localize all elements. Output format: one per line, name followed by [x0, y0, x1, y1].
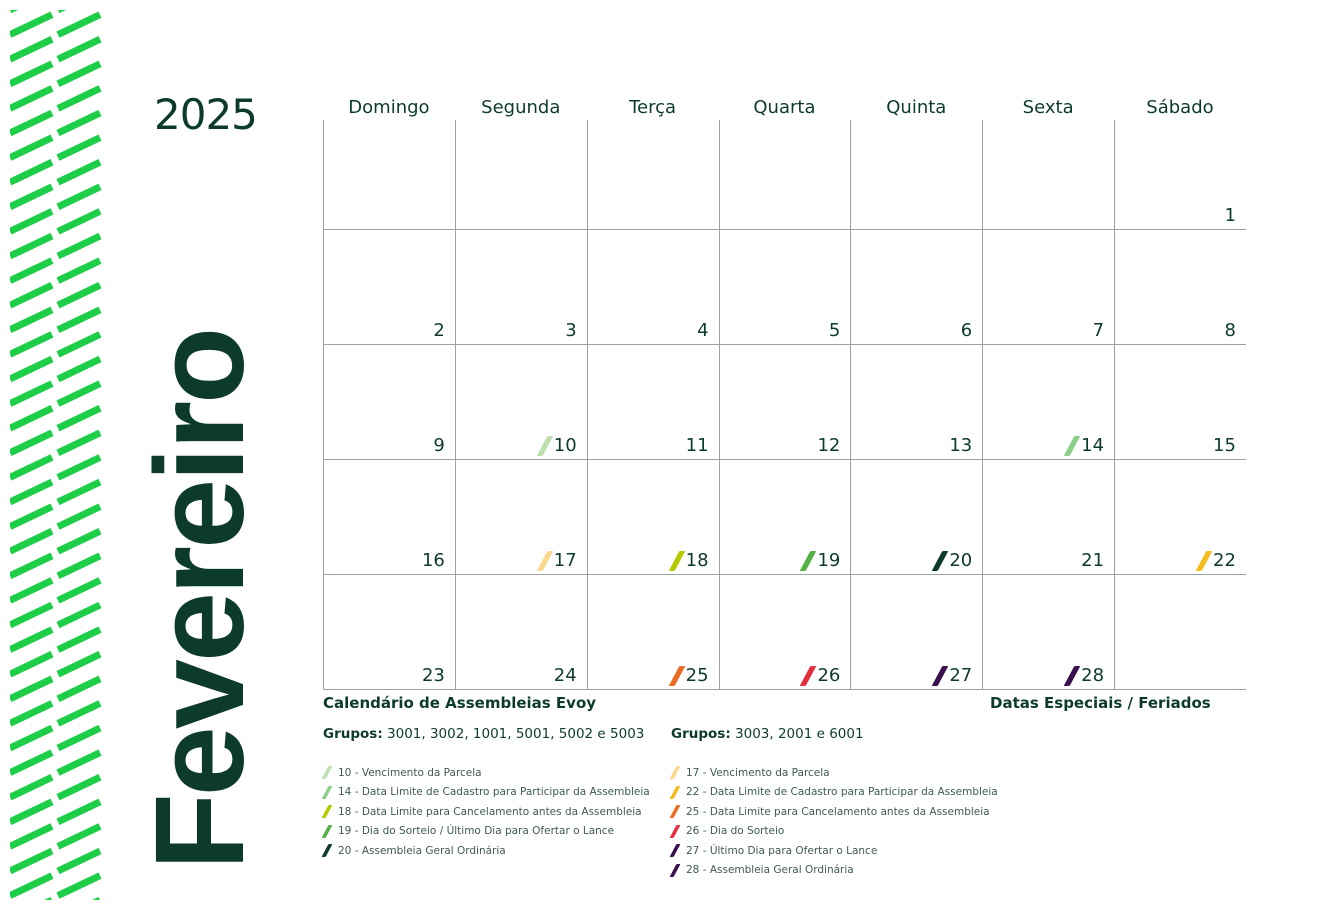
calendar-grid	[323, 120, 1246, 690]
calendar	[323, 97, 1246, 690]
day-number	[1069, 665, 1104, 686]
legend-title-assemblies: Calendário de Assembleias Evoy	[323, 694, 597, 712]
chevron-stroke	[58, 261, 100, 281]
chevron-stroke	[10, 162, 52, 182]
day-number-text: 6	[960, 320, 973, 341]
day-number	[1069, 435, 1104, 456]
chevron-stroke	[58, 15, 100, 35]
weekday-wednesday: Quarta	[753, 97, 816, 118]
calendar-day-cell	[323, 120, 455, 229]
day-number-text: 12	[817, 435, 841, 456]
day-number	[433, 435, 444, 456]
legend-marker-icon	[322, 766, 333, 779]
legend-marker-icon	[322, 825, 333, 838]
legend-marker-icon	[322, 786, 333, 799]
legend-item-text: 26 - Dia do Sorteio	[686, 825, 785, 838]
calendar-day-cell	[982, 230, 1114, 344]
legend-title-holidays: Datas Especiais / Feriados	[990, 694, 1211, 712]
day-number	[433, 320, 444, 341]
day-number-text: 17	[553, 550, 577, 571]
day-number	[1224, 205, 1235, 226]
legend-item-text: 14 - Data Limite de Cadastro para Participar da Assembleia	[338, 786, 650, 799]
chevron-stroke	[10, 753, 52, 773]
day-number-text: 27	[949, 665, 973, 686]
chevron-stroke	[10, 433, 52, 453]
legend-item	[323, 822, 650, 842]
calendar-day-cell	[455, 120, 587, 229]
calendar-day-cell	[719, 345, 851, 459]
calendar-day-cell	[587, 345, 719, 459]
day-number	[937, 550, 972, 571]
chevron-stroke	[10, 408, 52, 428]
chevron-stroke	[10, 580, 52, 600]
chevron-stroke	[10, 851, 52, 871]
day-number	[1093, 320, 1104, 341]
calendar-day-cell	[850, 460, 982, 574]
chevron-stroke	[58, 531, 100, 551]
event-marker-icon	[932, 666, 949, 686]
day-number	[1213, 435, 1236, 456]
weekday-thursday: Quinta	[886, 97, 947, 118]
chevron-stroke	[10, 630, 52, 650]
chevron-stroke	[10, 507, 52, 527]
calendar-day-cell	[455, 575, 587, 689]
chevron-stroke	[10, 679, 52, 699]
chevron-stroke	[10, 802, 52, 822]
day-number-text: 13	[949, 435, 973, 456]
chevron-stroke	[10, 310, 52, 330]
calendar-day-cell	[455, 460, 587, 574]
chevron-stroke	[58, 39, 100, 59]
day-number-text: 18	[685, 550, 709, 571]
groups-b	[671, 726, 864, 742]
chevron-stroke	[10, 39, 52, 59]
chevron-stroke	[58, 654, 100, 674]
calendar-day-cell	[982, 575, 1114, 689]
calendar-day-cell	[982, 345, 1114, 459]
day-number-text: 5	[828, 320, 841, 341]
chevron-stroke	[10, 876, 52, 896]
legend-item-text: 20 - Assembleia Geral Ordinária	[338, 844, 506, 857]
legend-item	[671, 763, 998, 783]
day-number	[542, 550, 577, 571]
chevron-stroke	[10, 113, 52, 133]
calendar-day-cell	[982, 120, 1114, 229]
legend-marker-icon	[670, 844, 681, 857]
legend-marker-icon	[670, 786, 681, 799]
calendar-day-cell	[323, 230, 455, 344]
legend-item-text: 22 - Data Limite de Cadastro para Participar da Assembleia	[686, 786, 998, 799]
legend-item-text: 28 - Assembleia Geral Ordinária	[686, 864, 854, 877]
day-number-text: 20	[949, 550, 973, 571]
calendar-week	[323, 120, 1246, 230]
day-number	[686, 435, 709, 456]
chevron-pattern	[10, 10, 102, 900]
calendar-day-cell	[719, 460, 851, 574]
day-number-text: 21	[1081, 550, 1105, 571]
groups-a-value: 3001, 3002, 1001, 5001, 5002 e 5003	[387, 726, 645, 742]
day-number-text: 10	[553, 435, 577, 456]
chevron-stroke	[10, 285, 52, 305]
calendar-day-cell	[323, 460, 455, 574]
day-number-text: 28	[1081, 665, 1105, 686]
day-number-text: 7	[1092, 320, 1105, 341]
groups-a	[323, 726, 644, 742]
legend-item	[323, 763, 650, 783]
chevron-stroke	[58, 334, 100, 354]
legend-item-text: 18 - Data Limite para Cancelamento antes da Assembleia	[338, 805, 642, 818]
event-marker-icon	[536, 436, 553, 456]
day-number-text: 11	[685, 435, 709, 456]
chevron-stroke	[10, 334, 52, 354]
legend-item-text: 19 - Dia do Sorteio / Último Dia para Ofertar o Lance	[338, 825, 615, 838]
chevron-stroke	[10, 654, 52, 674]
calendar-day-cell	[587, 120, 719, 229]
chevron-stroke	[58, 777, 100, 797]
legend-item-text: 10 - Vencimento da Parcela	[338, 766, 482, 779]
chevron-stroke	[58, 285, 100, 305]
calendar-day-cell	[587, 575, 719, 689]
legend-list-a	[323, 763, 650, 861]
day-number	[961, 320, 972, 341]
day-number-text: 24	[553, 665, 577, 686]
chevron-stroke	[10, 15, 52, 35]
event-marker-icon	[1064, 666, 1081, 686]
legend-item-text: 25 - Data Limite para Cancelamento antes da Assembleia	[686, 805, 990, 818]
groups-a-label: Grupos:	[323, 726, 383, 742]
calendar-week	[323, 460, 1246, 575]
calendar-day-cell	[1114, 230, 1246, 344]
chevron-stroke	[58, 703, 100, 723]
calendar-day-cell	[850, 120, 982, 229]
chevron-stroke	[58, 384, 100, 404]
decorative-chevron-band	[10, 10, 102, 900]
day-number	[949, 435, 972, 456]
chevron-stroke	[58, 457, 100, 477]
weekday-sunday: Domingo	[348, 97, 430, 118]
calendar-day-cell	[850, 575, 982, 689]
day-number-text: 4	[697, 320, 709, 341]
day-number	[829, 320, 840, 341]
legend-marker-icon	[670, 825, 681, 838]
legend-list-b	[671, 763, 998, 880]
chevron-stroke	[58, 630, 100, 650]
day-number-text: 19	[817, 550, 841, 571]
event-marker-icon	[668, 666, 685, 686]
chevron-stroke	[10, 728, 52, 748]
day-number-text: 8	[1224, 320, 1236, 341]
day-number-text: 3	[565, 320, 577, 341]
calendar-day-cell	[719, 230, 851, 344]
event-marker-icon	[932, 551, 949, 571]
chevron-stroke	[10, 359, 52, 379]
calendar-day-cell	[850, 345, 982, 459]
chevron-stroke	[58, 580, 100, 600]
day-number	[817, 435, 840, 456]
day-number	[1224, 320, 1235, 341]
chevron-stroke	[58, 187, 100, 207]
legend-marker-icon	[322, 805, 333, 818]
calendar-day-cell	[719, 575, 851, 689]
chevron-stroke	[58, 802, 100, 822]
weekday-saturday: Sábado	[1146, 97, 1214, 118]
chevron-stroke	[10, 703, 52, 723]
calendar-day-cell	[587, 230, 719, 344]
day-number-text: 15	[1213, 435, 1236, 456]
chevron-stroke	[10, 482, 52, 502]
chevron-stroke	[10, 211, 52, 231]
calendar-day-cell	[455, 230, 587, 344]
chevron-stroke	[58, 876, 100, 896]
chevron-stroke	[10, 138, 52, 158]
chevron-stroke	[10, 384, 52, 404]
event-marker-icon	[800, 551, 817, 571]
chevron-stroke	[58, 482, 100, 502]
day-number-text: 22	[1213, 550, 1236, 571]
day-number	[1081, 550, 1104, 571]
chevron-stroke	[58, 113, 100, 133]
legend-item	[671, 822, 998, 842]
calendar-day-cell	[455, 345, 587, 459]
chevron-stroke	[10, 261, 52, 281]
day-number-text: 25	[685, 665, 709, 686]
chevron-stroke	[58, 88, 100, 108]
event-marker-icon	[1064, 436, 1081, 456]
day-number	[805, 550, 840, 571]
calendar-day-cell	[587, 460, 719, 574]
calendar-week	[323, 345, 1246, 460]
chevron-stroke	[58, 310, 100, 330]
calendar-day-cell	[323, 345, 455, 459]
chevron-stroke	[10, 777, 52, 797]
chevron-stroke	[10, 556, 52, 576]
chevron-stroke	[58, 138, 100, 158]
day-number-text: 2	[433, 320, 445, 341]
legend-item-text: 27 - Último Dia para Ofertar o Lance	[686, 844, 878, 857]
chevron-stroke	[58, 753, 100, 773]
calendar-day-cell	[719, 120, 851, 229]
event-marker-icon	[800, 666, 817, 686]
chevron-stroke	[58, 826, 100, 846]
chevron-stroke	[10, 457, 52, 477]
legend-item	[671, 802, 998, 822]
legend-item	[671, 841, 998, 861]
day-number	[805, 665, 840, 686]
legend-marker-icon	[670, 766, 681, 779]
chevron-stroke	[58, 851, 100, 871]
event-marker-icon	[668, 551, 685, 571]
legend-item-text: 17 - Vencimento da Parcela	[686, 766, 830, 779]
groups-b-label: Grupos:	[671, 726, 731, 742]
calendar-week	[323, 575, 1246, 690]
calendar-day-cell	[982, 460, 1114, 574]
calendar-day-cell	[1114, 345, 1246, 459]
day-number	[542, 435, 577, 456]
day-number	[554, 665, 577, 686]
calendar-day-cell	[850, 230, 982, 344]
chevron-stroke	[58, 679, 100, 699]
chevron-stroke	[10, 236, 52, 256]
chevron-stroke	[58, 507, 100, 527]
calendar-day-cell	[1114, 575, 1246, 689]
chevron-stroke	[58, 236, 100, 256]
chevron-stroke	[10, 605, 52, 625]
legend-item	[671, 783, 998, 803]
groups-b-value: 3003, 2001 e 6001	[735, 726, 864, 742]
day-number-text: 26	[817, 665, 841, 686]
legend-marker-icon	[670, 805, 681, 818]
day-number	[565, 320, 576, 341]
day-number	[697, 320, 708, 341]
legend-item	[323, 841, 650, 861]
chevron-stroke	[58, 408, 100, 428]
calendar-day-cell	[1114, 460, 1246, 574]
chevron-stroke	[58, 211, 100, 231]
legend-marker-icon	[322, 844, 333, 857]
weekday-header	[323, 97, 1246, 120]
chevron-stroke	[58, 728, 100, 748]
day-number-text: 9	[433, 435, 445, 456]
chevron-stroke	[58, 556, 100, 576]
day-number-text: 23	[421, 665, 445, 686]
event-marker-icon	[536, 551, 553, 571]
calendar-day-cell	[323, 575, 455, 689]
weekday-monday: Segunda	[481, 97, 561, 118]
day-number-text: 16	[421, 550, 445, 571]
chevron-stroke	[58, 359, 100, 379]
chevron-stroke	[10, 88, 52, 108]
calendar-week	[323, 230, 1246, 345]
legend-item	[323, 802, 650, 822]
day-number	[674, 550, 709, 571]
weekday-tuesday: Terça	[629, 97, 677, 118]
calendar-day-cell	[1114, 120, 1246, 229]
chevron-stroke	[10, 187, 52, 207]
day-number	[422, 550, 445, 571]
day-number-text: 14	[1081, 435, 1105, 456]
day-number	[422, 665, 445, 686]
chevron-stroke	[10, 64, 52, 84]
legend-item	[323, 783, 650, 803]
day-number	[1201, 550, 1236, 571]
chevron-stroke	[58, 433, 100, 453]
year-label: 2025	[154, 90, 257, 139]
chevron-stroke	[10, 826, 52, 846]
day-number-text: 1	[1224, 205, 1236, 226]
chevron-stroke	[58, 605, 100, 625]
month-title: Fevereiro	[129, 329, 270, 871]
day-number	[937, 665, 972, 686]
weekday-friday: Sexta	[1022, 97, 1074, 118]
day-number	[674, 665, 709, 686]
chevron-stroke	[10, 531, 52, 551]
chevron-stroke	[58, 162, 100, 182]
event-marker-icon	[1196, 551, 1213, 571]
chevron-stroke	[58, 64, 100, 84]
legend-marker-icon	[670, 864, 681, 877]
legend-item	[671, 861, 998, 881]
